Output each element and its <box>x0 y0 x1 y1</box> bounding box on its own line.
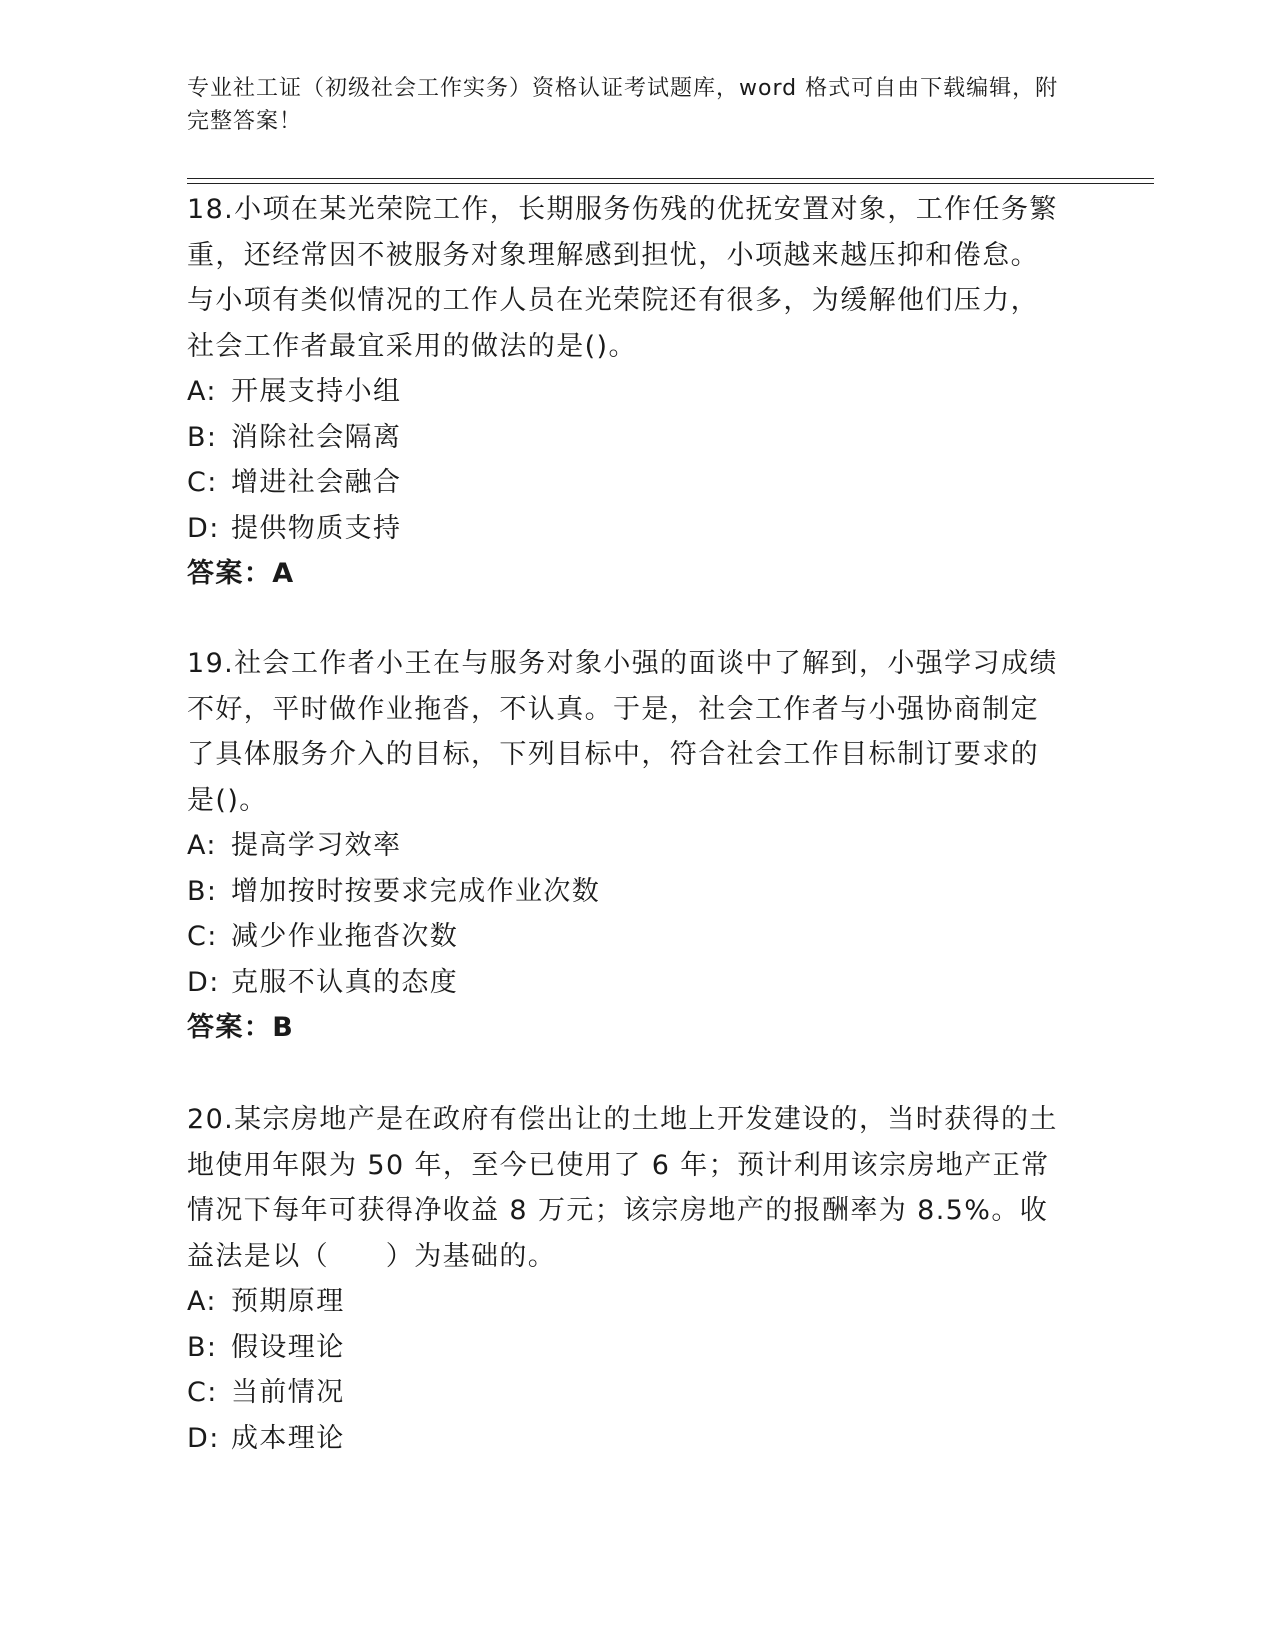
option-a <box>187 823 1067 869</box>
option-c <box>187 914 1067 960</box>
header-divider-bottom <box>187 183 1154 184</box>
answer-line: 答案：A <box>187 558 295 589</box>
option-a <box>187 1279 1067 1325</box>
option-text: 当前情况 <box>231 1377 345 1408</box>
option-letter: A: <box>187 830 217 861</box>
option-text: 增加按时按要求完成作业次数 <box>231 875 601 907</box>
header-title: 专业社工证（初级社会工作实务）资格认证考试题库，word 格式可自由下载编辑，附完整答案！ <box>187 76 1059 134</box>
option-text: 克服不认真的态度 <box>231 966 459 998</box>
option-c <box>187 1370 1067 1416</box>
option-letter: B: <box>187 875 218 907</box>
option-letter: D: <box>187 966 220 998</box>
option-b <box>187 415 1067 461</box>
option-b <box>187 1325 1067 1371</box>
option-d <box>187 506 1067 552</box>
option-text: 减少作业拖沓次数 <box>231 921 459 952</box>
answer-line: 答案：B <box>187 1012 295 1043</box>
question-stem: 19.社会工作者小王在与服务对象小强的面谈中了解到，小强学习成绩不好，平时做作业拖沓，不认真。于是，社会工作者与小强协商制定了具体服务介入的目标，下列目标中，符合社会工作目标制订要求的是()。 <box>187 648 1058 816</box>
option-text: 提供物质支持 <box>231 512 402 544</box>
option-a <box>187 369 1067 415</box>
document-header <box>187 72 1067 138</box>
option-letter: C: <box>187 921 218 952</box>
option-d <box>187 960 1067 1006</box>
question-19 <box>187 641 1067 1051</box>
option-letter: C: <box>187 467 218 498</box>
question-20 <box>187 1097 1067 1461</box>
question-18 <box>187 187 1067 597</box>
option-text: 成本理论 <box>231 1422 345 1454</box>
option-letter: D: <box>187 1422 220 1454</box>
option-letter: B: <box>187 421 218 453</box>
option-d <box>187 1416 1067 1462</box>
option-text: 提高学习效率 <box>231 830 402 861</box>
question-stem: 20.某宗房地产是在政府有偿出让的土地上开发建设的，当时获得的土地使用年限为 50 年，至今已使用了 6 年；预计利用该宗房地产正常情况下每年可获得净收益 8 万元；该宗房地产的报酬率为 8.5%。收益法是以（ ）为基础的。 <box>187 1104 1058 1272</box>
option-letter: B: <box>187 1331 218 1363</box>
question-stem: 18.小项在某光荣院工作，长期服务伤残的优抚安置对象，工作任务繁重，还经常因不被服务对象理解感到担忧，小项越来越压抑和倦怠。与小项有类似情况的工作人员在光荣院还有很多，为缓解他们压力，社会工作者最宜采用的做法的是()。 <box>187 194 1058 362</box>
option-text: 假设理论 <box>231 1331 345 1363</box>
option-c <box>187 460 1067 506</box>
option-text: 开展支持小组 <box>231 376 402 407</box>
option-letter: A: <box>187 1286 217 1317</box>
option-letter: A: <box>187 376 217 407</box>
option-letter: C: <box>187 1377 218 1408</box>
option-letter: D: <box>187 512 220 544</box>
header-divider-top <box>187 178 1154 179</box>
option-b <box>187 869 1067 915</box>
option-text: 消除社会隔离 <box>231 421 402 453</box>
option-text: 预期原理 <box>231 1286 345 1317</box>
option-text: 增进社会融合 <box>231 467 402 498</box>
